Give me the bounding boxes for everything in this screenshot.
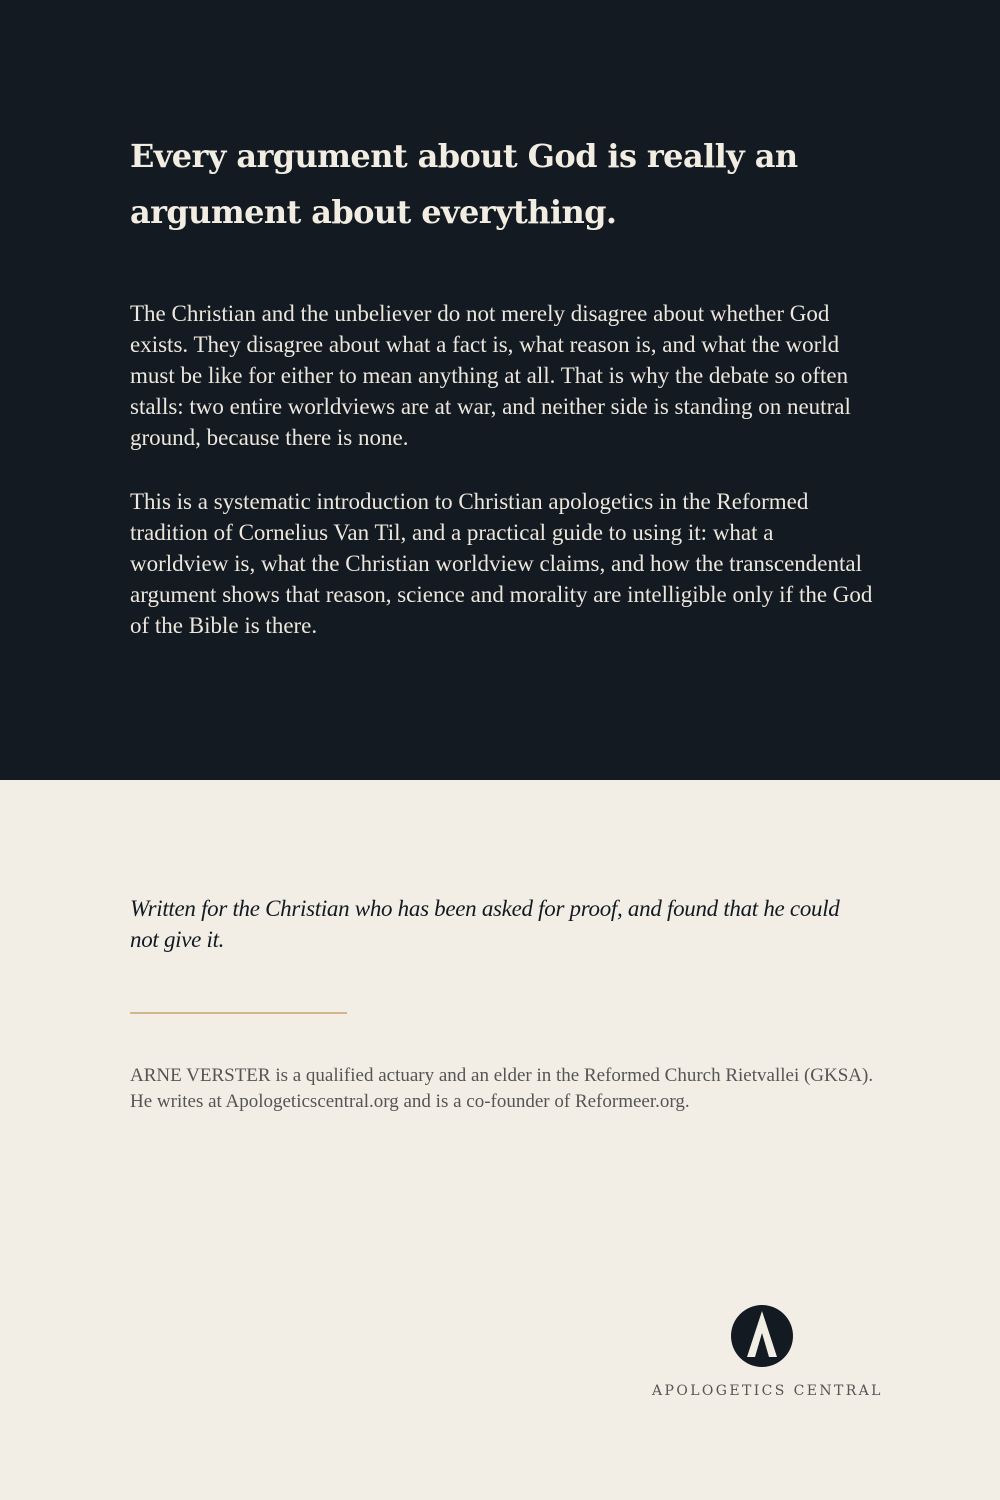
author-bio: ARNE VERSTER is a qualified actuary and an elder in the Reformed Church Rietvallei (GKSA). He writes at Apologeticscentral.org and is a co-founder of Reformeer.org. bbox=[130, 1065, 874, 1112]
tagline: Written for the Christian who has been asked for proof, and found that he could not give it. bbox=[130, 896, 840, 952]
publisher-name: APOLOGETICS CENTRAL bbox=[652, 1383, 883, 1399]
divider-rule bbox=[130, 1012, 347, 1014]
blurb-paragraph-1: The Christian and the unbeliever do not merely disagree about whether God exists. They disagree about what a fact is, what reason is, and what the world must be like for either to mean anything at all. That is why the debate so often stalls: two entire worldviews are at war, and neither side is standing on neutral ground, because there is none. bbox=[130, 301, 851, 450]
headline: Every argument about God is really an argument about everything. bbox=[130, 137, 798, 231]
apologetics-central-logo-icon bbox=[729, 1303, 795, 1369]
back-cover-bottom-panel bbox=[0, 780, 1000, 1500]
blurb-paragraph-2: This is a systematic introduction to Christian apologetics in the Reformed tradition of Cornelius Van Til, and a practical guide to using it: what a worldview is, what the Christian worldview claims, and how the transcendental argument shows that reason, science and morality are intelligible only if the God of the Bible is there. bbox=[130, 489, 873, 638]
